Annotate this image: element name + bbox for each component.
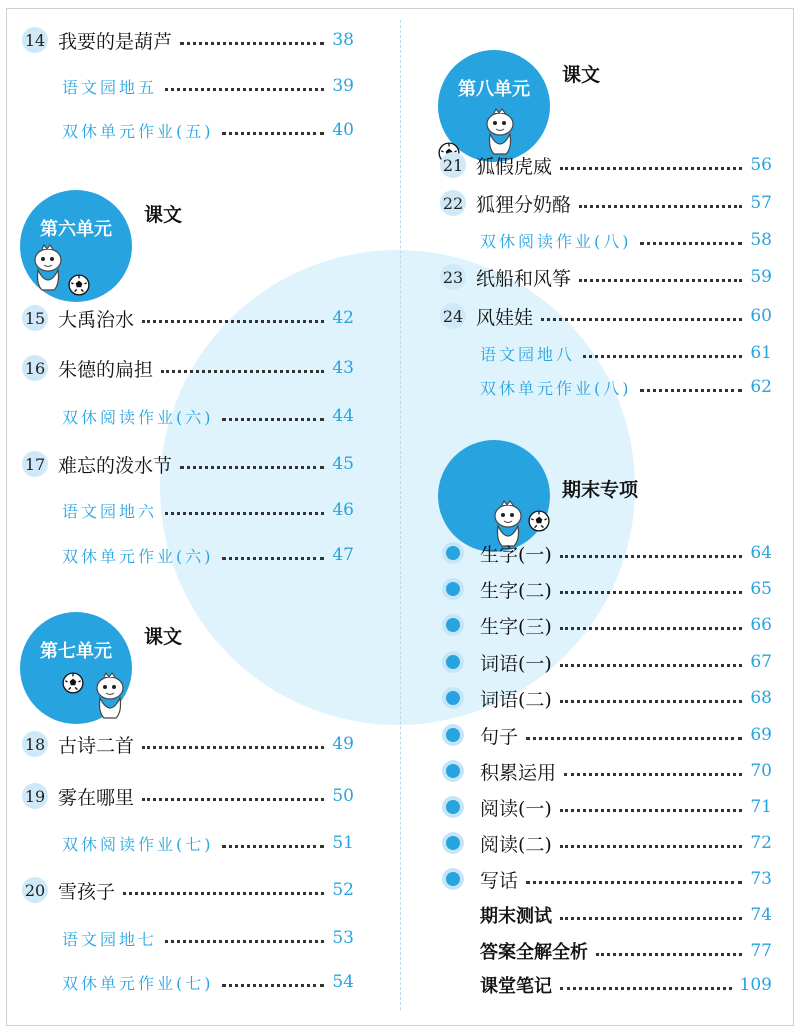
- entry-title: 语文园地六: [62, 501, 158, 521]
- dot-leader: [161, 370, 324, 373]
- toc-entry[interactable]: [440, 793, 772, 821]
- toc-entry[interactable]: [440, 901, 772, 929]
- dot-leader: [541, 318, 742, 321]
- unit-tag: 课文: [144, 204, 183, 226]
- page-number: 42: [332, 308, 354, 328]
- soccer-ball-icon: [528, 510, 550, 532]
- dot-leader: [526, 881, 742, 884]
- page-number: 66: [750, 615, 772, 635]
- entry-title: 语文园地八: [480, 344, 576, 364]
- toc-entry[interactable]: [22, 924, 354, 952]
- dot-leader: [560, 845, 743, 848]
- page-number: 50: [332, 786, 354, 806]
- lesson-number: 19: [22, 783, 48, 809]
- dot-leader: [560, 627, 743, 630]
- dot-leader: [142, 798, 324, 801]
- dinosaur-mascot-icon: [90, 672, 130, 722]
- toc-entry[interactable]: [22, 541, 354, 569]
- page-number: 64: [750, 543, 772, 563]
- entry-title: 雪孩子: [58, 880, 116, 903]
- entry-title: 生字(二): [480, 579, 552, 602]
- toc-entry[interactable]: [22, 402, 354, 430]
- toc-entry[interactable]: [440, 611, 772, 639]
- dot-leader: [560, 591, 743, 594]
- ball: [68, 274, 90, 300]
- toc-entry[interactable]: [22, 968, 354, 996]
- toc-entry[interactable]: [22, 876, 354, 904]
- dot-leader: [560, 987, 732, 990]
- entry-title: 积累运用: [480, 761, 557, 784]
- entry-title: 阅读(一): [480, 797, 552, 820]
- entry-title: 语文园地五: [62, 77, 158, 97]
- page-number: 74: [750, 905, 772, 925]
- entry-title: 句子: [480, 725, 519, 748]
- toc-entry[interactable]: [440, 226, 772, 254]
- lesson-number: 18: [22, 731, 48, 757]
- unit-title: 第八单元: [458, 79, 530, 100]
- column-divider: [400, 20, 401, 1010]
- lesson-number: 14: [22, 27, 48, 53]
- lesson-number: 24: [440, 303, 466, 329]
- page-number: 46: [332, 500, 354, 520]
- toc-entry[interactable]: [440, 648, 772, 676]
- toc-entry[interactable]: [440, 721, 772, 749]
- toc-entry[interactable]: [22, 72, 354, 100]
- entry-title: 纸船和风筝: [476, 267, 572, 290]
- unit-tag: 课文: [562, 64, 601, 86]
- toc-entry[interactable]: [22, 116, 354, 144]
- toc-entry[interactable]: [22, 354, 354, 382]
- bullet-icon: [442, 796, 464, 818]
- unit-title: 第七单元: [40, 641, 112, 662]
- toc-entry[interactable]: [440, 539, 772, 567]
- unit-tag: 期末专项: [562, 479, 639, 501]
- page-number: 61: [750, 343, 772, 363]
- entry-title: 双休单元作业(七): [62, 973, 214, 993]
- entry-title: 双休阅读作业(八): [480, 231, 632, 251]
- dot-leader: [579, 279, 742, 282]
- dinosaur-mascot-icon: [28, 244, 68, 294]
- page-number: 43: [332, 358, 354, 378]
- entry-title: 双休单元作业(六): [62, 546, 214, 566]
- unit-tag: 课文: [144, 626, 183, 648]
- dot-leader: [165, 512, 324, 515]
- dot-leader: [560, 167, 742, 170]
- dot-leader: [222, 132, 325, 135]
- bullet-icon: [442, 542, 464, 564]
- page-number: 59: [750, 267, 772, 287]
- toc-entry[interactable]: [22, 450, 354, 478]
- page-number: 51: [332, 833, 354, 853]
- toc-entry[interactable]: [440, 339, 772, 367]
- lesson-number: 16: [22, 355, 48, 381]
- dot-leader: [583, 355, 742, 358]
- page-number: 40: [332, 120, 354, 140]
- dot-leader: [579, 205, 742, 208]
- toc-entry[interactable]: [440, 302, 772, 330]
- page-number: 62: [750, 377, 772, 397]
- entry-title: 阅读(二): [480, 833, 552, 856]
- toc-entry[interactable]: [440, 937, 772, 965]
- entry-title: 双休单元作业(八): [480, 378, 632, 398]
- page-number: 49: [332, 734, 354, 754]
- dot-leader: [180, 466, 324, 469]
- page-number: 38: [332, 30, 354, 50]
- entry-title: 难忘的泼水节: [58, 454, 173, 477]
- toc-entry[interactable]: [440, 575, 772, 603]
- page-number: 68: [750, 688, 772, 708]
- page-number: 45: [332, 454, 354, 474]
- entry-title: 词语(一): [480, 652, 552, 675]
- lesson-number: 22: [440, 190, 466, 216]
- dot-leader: [222, 845, 325, 848]
- lesson-number: 23: [440, 264, 466, 290]
- entry-title: 大禹治水: [58, 308, 135, 331]
- toc-entry[interactable]: [22, 730, 354, 758]
- entry-title: 双休阅读作业(六): [62, 407, 214, 427]
- dot-leader: [222, 418, 325, 421]
- toc-entry[interactable]: [22, 782, 354, 810]
- page-number: 57: [750, 193, 772, 213]
- dot-leader: [560, 917, 742, 920]
- dot-leader: [142, 746, 324, 749]
- toc-entry[interactable]: [440, 829, 772, 857]
- dot-leader: [596, 953, 742, 956]
- toc-entry[interactable]: [440, 865, 772, 893]
- toc-entry[interactable]: [22, 304, 354, 332]
- page-number: 47: [332, 545, 354, 565]
- toc-entry[interactable]: [440, 757, 772, 785]
- dot-leader: [142, 320, 324, 323]
- bullet-icon: [442, 578, 464, 600]
- ball: [62, 672, 84, 698]
- page-number: 72: [750, 833, 772, 853]
- page-number: 67: [750, 652, 772, 672]
- lesson-number: 21: [440, 152, 466, 178]
- entry-title: 雾在哪里: [58, 786, 135, 809]
- toc-entry[interactable]: [440, 373, 772, 401]
- ball: [528, 510, 550, 536]
- dot-leader: [560, 700, 743, 703]
- page-number: 69: [750, 725, 772, 745]
- dot-leader: [640, 389, 743, 392]
- dot-leader: [564, 773, 742, 776]
- bullet-icon: [442, 760, 464, 782]
- bullet-icon: [442, 614, 464, 636]
- page-number: 70: [750, 761, 772, 781]
- page-number: 53: [332, 928, 354, 948]
- bullet-icon: [442, 868, 464, 890]
- entry-title: 我要的是葫芦: [58, 30, 173, 53]
- toc-entry[interactable]: [440, 189, 772, 217]
- entry-title: 双休单元作业(五): [62, 121, 214, 141]
- entry-title: 狐假虎威: [476, 155, 553, 178]
- page-number: 65: [750, 579, 772, 599]
- entry-title: 课堂笔记: [480, 976, 552, 997]
- lesson-number: 20: [22, 877, 48, 903]
- page-number: 71: [750, 797, 772, 817]
- bullet-icon: [442, 651, 464, 673]
- page-number: 56: [750, 155, 772, 175]
- dot-leader: [640, 242, 743, 245]
- toc-entry[interactable]: [440, 684, 772, 712]
- mascot: [28, 244, 68, 298]
- entry-title: 写话: [480, 869, 519, 892]
- page-number: 52: [332, 880, 354, 900]
- entry-title: 生字(一): [480, 543, 552, 566]
- page-number: 44: [332, 406, 354, 426]
- entry-title: 狐狸分奶酪: [476, 193, 572, 216]
- dot-leader: [222, 557, 325, 560]
- dot-leader: [560, 809, 743, 812]
- soccer-ball-icon: [62, 672, 84, 694]
- page-number: 54: [332, 972, 354, 992]
- dot-leader: [560, 555, 743, 558]
- dot-leader: [560, 664, 743, 667]
- entry-title: 双休阅读作业(七): [62, 834, 214, 854]
- soccer-ball-icon: [68, 274, 90, 296]
- toc-entry[interactable]: [22, 26, 354, 54]
- page-number: 58: [750, 230, 772, 250]
- page-number: 39: [332, 76, 354, 96]
- dot-leader: [165, 88, 324, 91]
- dot-leader: [222, 984, 325, 987]
- toc-entry[interactable]: [440, 971, 772, 999]
- page-number: 77: [750, 941, 772, 961]
- page-number: 109: [739, 975, 772, 995]
- toc-entry[interactable]: [440, 263, 772, 291]
- entry-title: 朱德的扁担: [58, 358, 154, 381]
- entry-title: 词语(二): [480, 688, 552, 711]
- dot-leader: [526, 737, 742, 740]
- toc-entry[interactable]: [22, 829, 354, 857]
- entry-title: 答案全解全析: [480, 942, 588, 963]
- entry-title: 期末测试: [480, 906, 552, 927]
- toc-entry[interactable]: [440, 151, 772, 179]
- bullet-icon: [442, 724, 464, 746]
- lesson-number: 17: [22, 451, 48, 477]
- dot-leader: [165, 940, 324, 943]
- bullet-icon: [442, 832, 464, 854]
- entry-title: 古诗二首: [58, 734, 135, 757]
- lesson-number: 15: [22, 305, 48, 331]
- unit-title: 第六单元: [40, 219, 112, 240]
- entry-title: 语文园地七: [62, 929, 158, 949]
- mascot: [90, 672, 130, 726]
- entry-title: 生字(三): [480, 615, 552, 638]
- dot-leader: [123, 892, 324, 895]
- bullet-icon: [442, 687, 464, 709]
- page-number: 73: [750, 869, 772, 889]
- dot-leader: [180, 42, 324, 45]
- entry-title: 风娃娃: [476, 306, 534, 329]
- page-number: 60: [750, 306, 772, 326]
- toc-entry[interactable]: [22, 496, 354, 524]
